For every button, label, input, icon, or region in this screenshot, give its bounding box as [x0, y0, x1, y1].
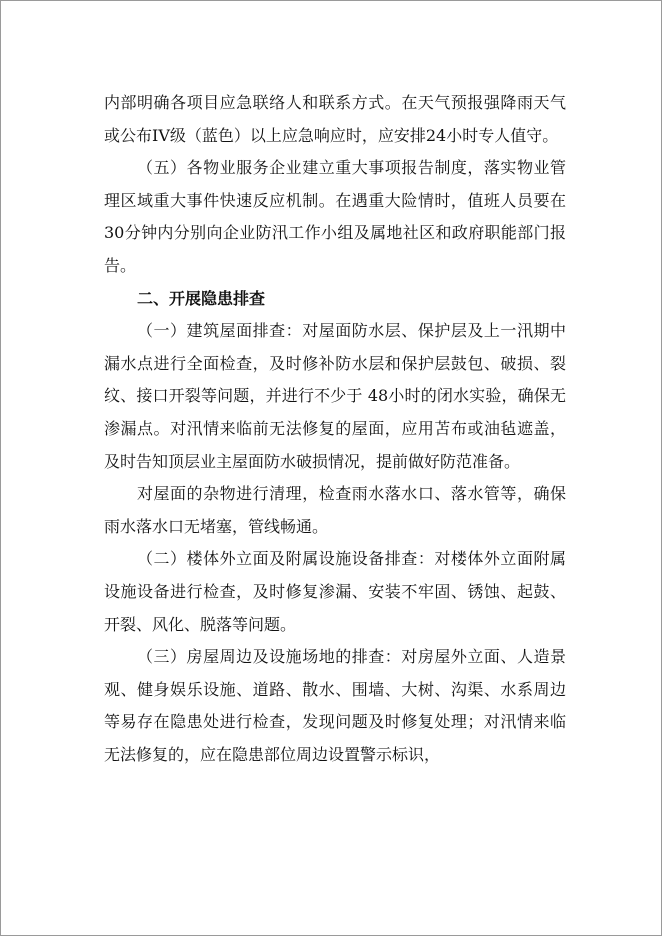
paragraph-continuation: 内部明确各项目应急联络人和联系方式。在天气预报强降雨天气或公布IV级（蓝色）以上应急响应时，应安排24小时专人值守。	[104, 93, 566, 145]
paragraph-roof-cleanup: 对屋面的杂物进行清理，检查雨水落水口、落水管等，确保雨水落水口无堵塞，管线畅通。	[104, 484, 566, 536]
document-body	[104, 87, 566, 771]
paragraph-item-facade: （二）楼体外立面及附属设施设备排查：对楼体外立面附属设施设备进行检查，及时修复渗漏、安装不牢固、锈蚀、起鼓、开裂、风化、脱落等问题。	[104, 549, 566, 634]
paragraph-item-roof: （一）建筑屋面排查：对屋面防水层、保护层及上一汛期中漏水点进行全面检查，及时修补防水层和保护层鼓包、破损、裂纹、接口开裂等问题，并进行不少于 48小时的闭水实验，确保无渗漏点。对汛情来临前无法修复的屋面，应用苫布或油毡遮盖，及时告知顶层业主屋面防水破损情况，提前做好防范准备。	[104, 321, 566, 471]
section-heading: 二、开展隐患排查	[137, 288, 266, 308]
paragraph-item-surroundings: （三）房屋周边及设施场地的排查：对房屋外立面、人造景观、健身娱乐设施、道路、散水、围墙、大树、沟渠、水系周边等易存在隐患处进行检查，发现问题及时修复处理；对汛情来临无法修复的，应在隐患部位周边设置警示标识，	[104, 647, 566, 764]
paragraph-item-5: （五）各物业服务企业建立重大事项报告制度，落实物业管理区域重大事件快速反应机制。在遇重大险情时，值班人员要在30分钟内分别向企业防汛工作小组及属地社区和政府职能部门报告。	[104, 158, 566, 275]
